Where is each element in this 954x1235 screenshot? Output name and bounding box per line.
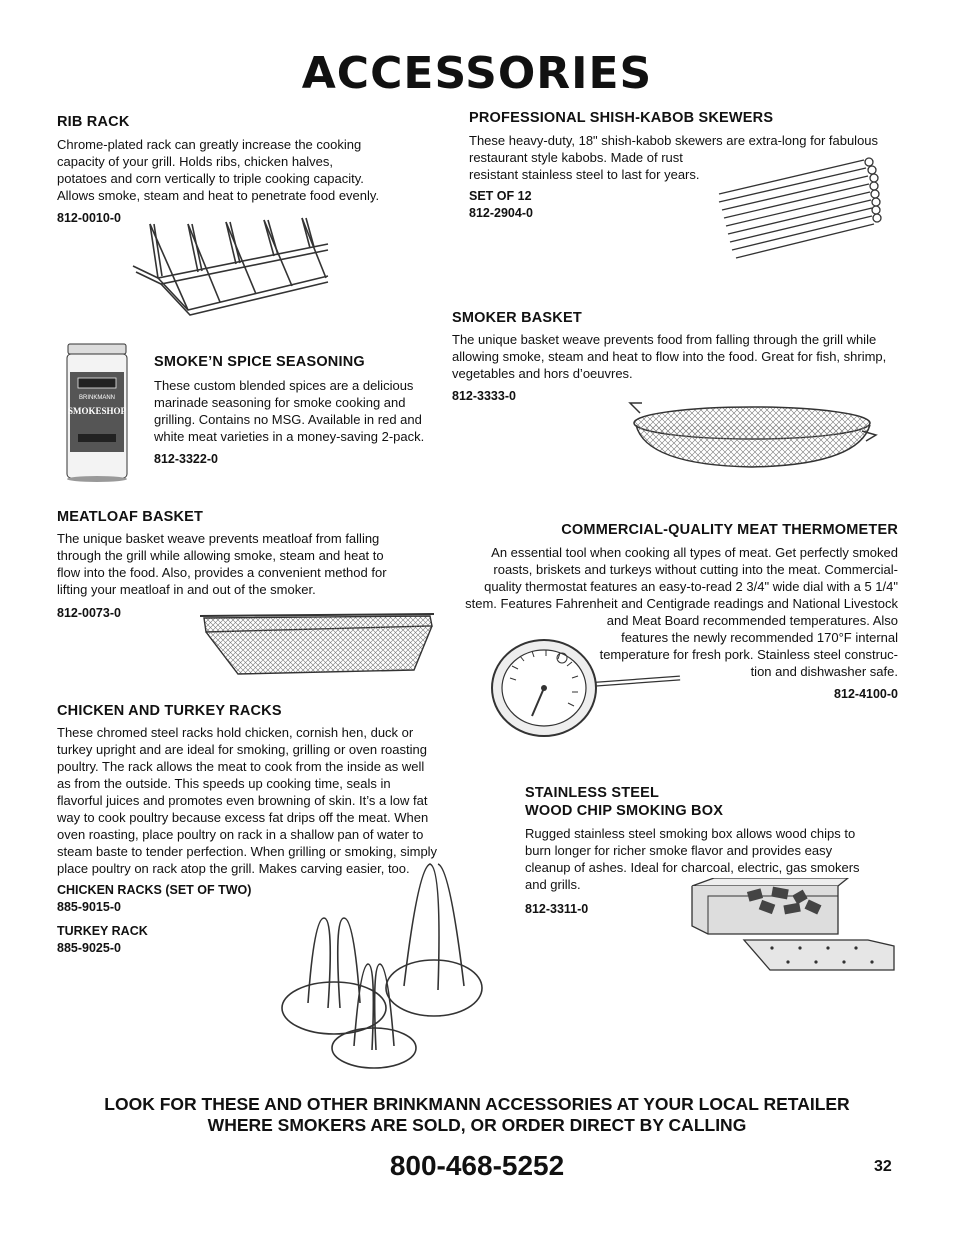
- chip-box-heading-2: WOOD CHIP SMOKING BOX: [525, 803, 724, 819]
- smoker-basket-sku: 812-3333-0: [452, 389, 516, 403]
- seasoning-shaker-image: [64, 342, 130, 484]
- chicken-racks-label: CHICKEN RACKS (SET OF TWO): [57, 883, 252, 897]
- rib-rack-heading: RIB RACK: [57, 114, 130, 130]
- poultry-racks-image: [278, 858, 488, 1078]
- meatloaf-heading: MEATLOAF BASKET: [57, 509, 204, 525]
- chip-box-sku: 812-3311-0: [525, 902, 589, 916]
- skewers-description: These heavy-duty, 18" shish-kabob skewers are extra-long for fabulous restaurant style kabobs. Made of rust resistant stainless steel to last for years.: [469, 133, 879, 182]
- chip-box-heading-1: STAINLESS STEEL: [525, 785, 660, 801]
- seasoning-heading: SMOKE’N SPICE SEASONING: [154, 354, 365, 370]
- page-number: 32: [874, 1158, 892, 1175]
- turkey-rack-sku: 885-9025-0: [57, 941, 121, 955]
- footer-line-1: LOOK FOR THESE AND OTHER BRINKMANN ACCESSORIES AT YOUR LOCAL RETAILER: [104, 1094, 850, 1114]
- skewers-heading: PROFESSIONAL SHISH-KABOB SKEWERS: [469, 110, 774, 126]
- seasoning-description: These custom blended spices are a delicious marinade seasoning for smoke cooking and grilling. Contains no MSG. Available in red and white meat varieties in a money-saving 2-pack.: [154, 378, 425, 444]
- skewers-image: [714, 154, 884, 266]
- chicken-racks-sku: 885-9015-0: [57, 900, 121, 914]
- thermometer-heading: COMMERCIAL-QUALITY MEAT THERMOMETER: [561, 522, 898, 538]
- footer-callout: [0, 1094, 954, 1136]
- turkey-rack-label: TURKEY RACK: [57, 924, 148, 938]
- rib-rack-description: Chrome-plated rack can greatly increase the cooking capacity of your grill. Holds ribs, chicken halves, potatoes and corn vertically to triple cooking capacity. Allows smoke, steam and heat to penetrate food evenly.: [57, 137, 380, 203]
- wood-chip-box-image: [688, 878, 898, 972]
- shaker-name-label: SMOKESHOP: [67, 406, 127, 416]
- skewers-sku: 812-2904-0: [469, 206, 533, 220]
- meatloaf-sku: 812-0073-0: [57, 606, 121, 620]
- smoker-basket-heading: SMOKER BASKET: [452, 310, 582, 326]
- skewers-set: SET OF 12: [469, 189, 532, 203]
- racks-description: These chromed steel racks hold chicken, cornish hen, duck or turkey upright and are ideal for smoking, grilling or oven roasting poultry. The rack allows the meat to cook from the inside as well as from the outside. This speeds up cooking time, seals in flavorful juices and promotes even browning of skin. It’s a low fat way to cook poultry because excess fat drips off the meat. When oven roasting, place poultry on rack in a shallow pan of water to steam baste to tender perfection. When grilling or smoking, simply place poultry on rack atop the grill. Makes carving easier, too.: [57, 725, 438, 876]
- footer-line-2: WHERE SMOKERS ARE SOLD, OR ORDER DIRECT BY CALLING: [207, 1115, 747, 1135]
- shaker-brand-label: BRINKMANN: [78, 395, 116, 401]
- thermometer-image: [490, 636, 686, 740]
- smoker-basket-image: [626, 395, 881, 475]
- meatloaf-description: The unique basket weave prevents meatloaf from falling through the grill while allowing smoke, steam and heat to flow into the food. Also, provides a convenient method for lifting your meatloaf in and out of the smoker.: [57, 531, 387, 597]
- phone-number: 800-468-5252: [389, 1150, 565, 1181]
- smoker-basket-description: The unique basket weave prevents food from falling through the grill while allowing smoke, steam and heat to flow into the food. Great for fish, shrimp, vegetables and hors d’oeuvres.: [452, 332, 887, 381]
- meatloaf-basket-image: [198, 610, 438, 680]
- rib-rack-sku: 812-0010-0: [57, 211, 121, 225]
- page-title: ACCESSORIES: [301, 48, 653, 99]
- thermometer-sku: 812-4100-0: [834, 687, 898, 701]
- seasoning-sku: 812-3322-0: [154, 452, 218, 466]
- chip-box-description: Rugged stainless steel smoking box allows wood chips to burn longer for richer smoke flavor and provides easy cleanup of ashes. Ideal for charcoal, electric, gas smokers and grills.: [525, 826, 860, 892]
- thermometer-description: An essential tool when cooking all types of meat. Get perfectly smoked roasts, briskets and turkeys without cutting into the meat. Commercial- quality thermostat features an easy-to-read 2 3/4" wide dial with a 5 1/4" stem. Features Fahrenheit and Centigrade readings and National Livestock and Meat Board recommended temperatures. Also features the newly recommended 170°F internal temperature for fresh pork. Stainless steel construc- tion and dishwasher safe.: [465, 545, 898, 679]
- racks-heading: CHICKEN AND TURKEY RACKS: [57, 703, 282, 719]
- rib-rack-image: [128, 216, 333, 316]
